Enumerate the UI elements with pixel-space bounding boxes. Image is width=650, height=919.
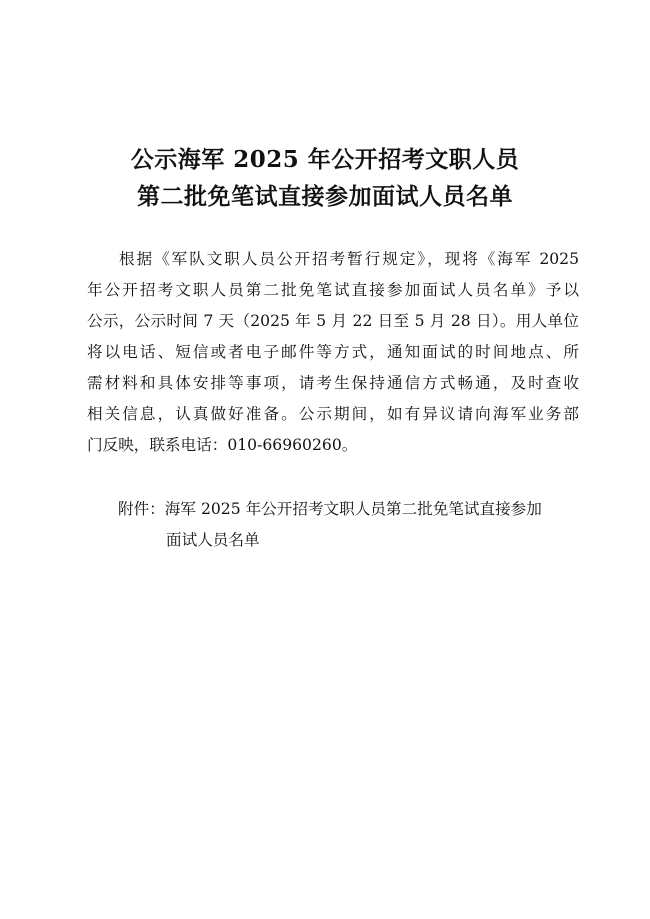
body-line: 门反映，联系电话：010-66960260。 <box>87 436 358 454</box>
notice-body <box>87 244 579 461</box>
document-title <box>60 141 590 215</box>
body-line: 年公开招考文职人员第二批免笔试直接参加面试人员名单》予以 <box>87 281 579 299</box>
body-line: 将以电话、短信或者电子邮件等方式，通知面试的时间地点、所 <box>87 343 579 361</box>
title-line-1: 公示海军 2025 年公开招考文职人员 <box>130 146 520 173</box>
attachment-title-line-2: 面试人员名单 <box>166 531 260 549</box>
body-line: 需材料和具体安排等事项，请考生保持通信方式畅通，及时查收 <box>87 374 579 392</box>
title-line-2: 第二批免笔试直接参加面试人员名单 <box>137 183 513 210</box>
body-line: 公示，公示时间 7 天（2025 年 5 月 22 日至 5 月 28 日）。用人单位 <box>87 312 579 330</box>
body-line: 根据《军队文职人员公开招考暂行规定》，现将《海军 2025 <box>119 250 579 268</box>
attachment-label: 附件： <box>118 500 165 518</box>
attachment-section <box>118 494 578 556</box>
body-line: 相关信息，认真做好准备。公示期间，如有异议请向海军业务部 <box>87 405 579 423</box>
attachment-title-line-1: 海军 2025 年公开招考文职人员第二批免笔试直接参加 <box>164 500 542 518</box>
